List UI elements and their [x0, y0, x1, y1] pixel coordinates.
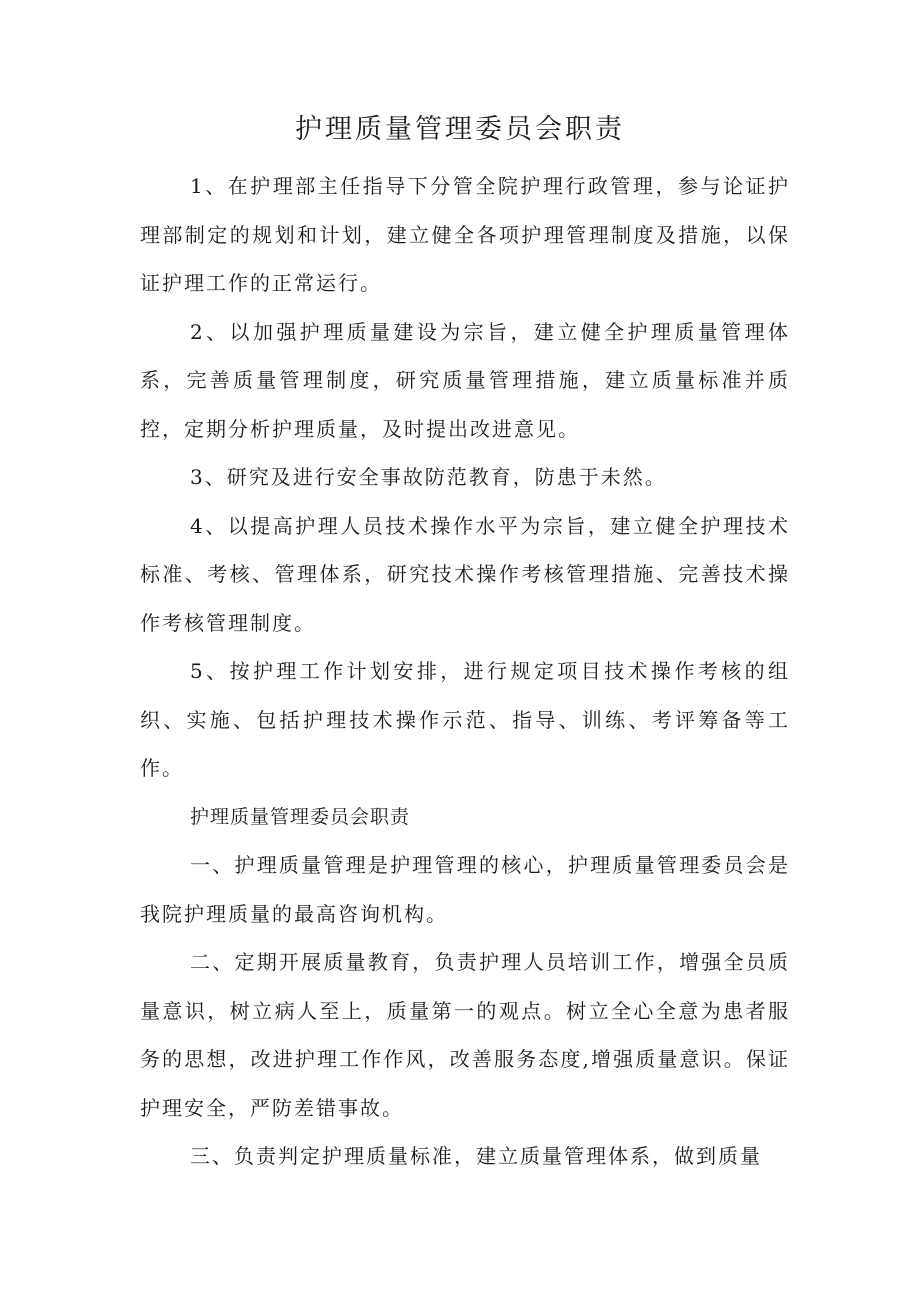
paragraph-section2-3: 三、负责判定护理质量标准，建立质量管理体系，做到质量	[190, 1144, 762, 1168]
paragraph-4: 4、以提高护理人员技术操作水平为宗旨，建立健全护理技术标准、考核、管理体系，研究技术操作考核管理措施、完善技术操作考核管理制度。	[140, 513, 790, 635]
paragraph-5: 5、按护理工作计划安排，进行规定项目技术操作考核的组织、实施、包括护理技术操作示范、指导、训练、考评筹备等工作。	[140, 659, 790, 780]
paragraph-2: 2、以加强护理质量建设为宗旨，建立健全护理质量管理体系，完善质量管理制度，研究质量管理措施，建立质量标准并质控，定期分析护理质量，及时提出改进意见。	[140, 319, 790, 441]
document-title: 护理质量管理委员会职责	[295, 114, 625, 145]
section-subheading: 护理质量管理委员会职责	[190, 805, 411, 828]
paragraph-section2-2: 二、定期开展质量教育，负责护理人员培训工作，增强全员质量意识，树立病人至上，质量第一的观点。树立全心全意为患者服务的思想，改进护理工作作风，改善服务态度,增强质量意识。保证护理安全，严防差错事故。	[140, 950, 790, 1120]
paragraph-section2-1: 一、护理质量管理是护理管理的核心，护理质量管理委员会是我院护理质量的最高咨询机构。	[140, 853, 790, 926]
paragraph-3: 3、研究及进行安全事故防范教育，防患于未然。	[190, 465, 667, 489]
paragraph-1: 1、在护理部主任指导下分管全院护理行政管理，参与论证护理部制定的规划和计划，建立健全各项护理管理制度及措施，以保证护理工作的正常运行。	[140, 174, 790, 295]
document-body	[140, 162, 790, 1181]
